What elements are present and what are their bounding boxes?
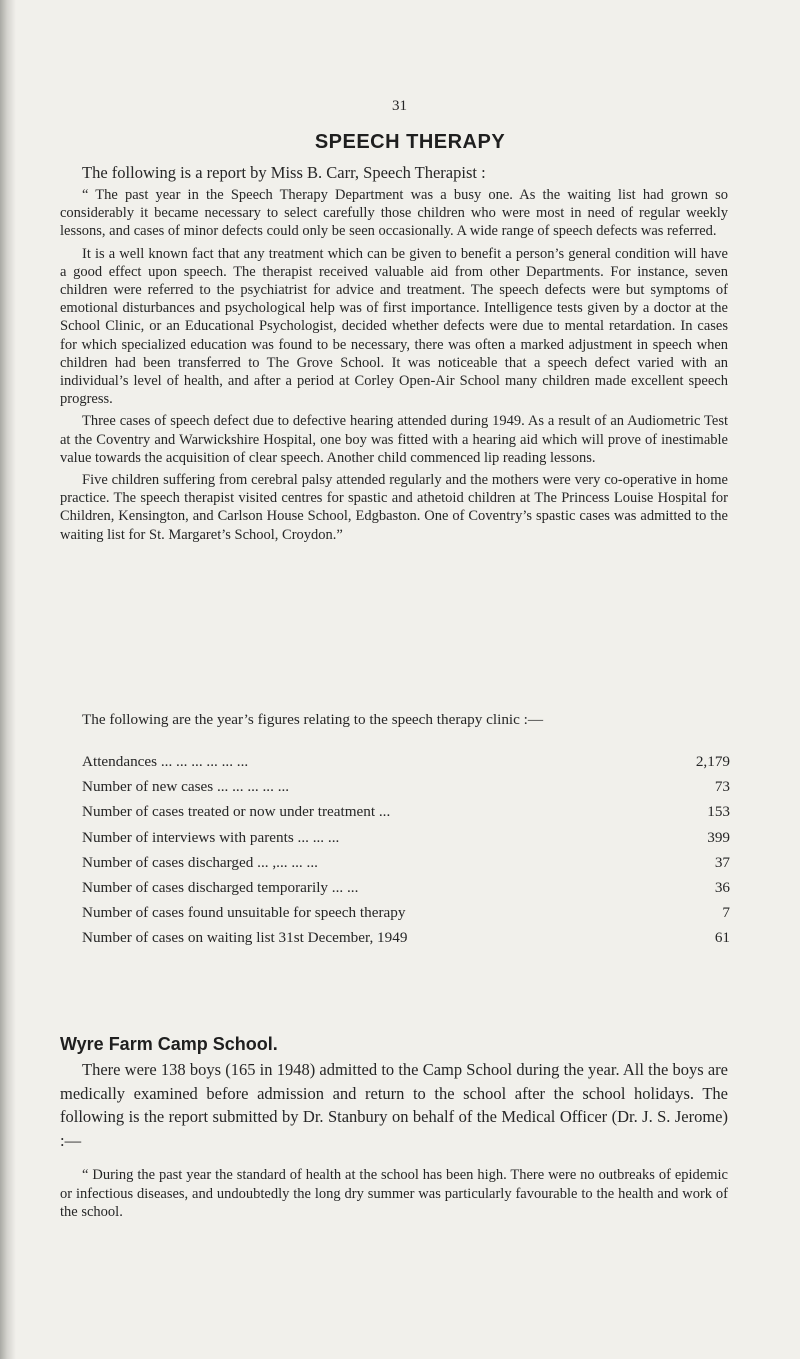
paragraph: Three cases of speech defect due to defective hearing attended during 1949. As a result of an Audiometric Test at the Coventry and Warwickshire Hospital, one boy was fitted with a hearing aid which will prove of inestimable value towards the acquisition of clear speech. Another child commenced lip reading lessons. [60, 413, 728, 466]
page-edge-shadow [0, 0, 16, 1359]
stat-value: 61 [714, 929, 730, 947]
stat-row [82, 803, 730, 828]
page-number: 31 [392, 98, 407, 114]
stat-row [82, 879, 730, 904]
stat-row [82, 753, 730, 778]
stat-label: Number of cases found unsuitable for speech therapy [82, 904, 406, 922]
intro-line: The following is a report by Miss B. Carr, Speech Therapist : [82, 163, 486, 182]
stat-value: 7 [722, 904, 730, 922]
stat-label: Number of cases discharged temporarily ... ... [82, 878, 359, 896]
stat-row [82, 929, 730, 954]
stat-row [82, 829, 730, 854]
camp-school-paragraph: There were 138 boys (165 in 1948) admitted to the Camp School during the year. All the boys are medically examined before admission and return to the school after the school holidays. The following is the report submitted by Dr. Stanbury on behalf of the Medical Officer (Dr. J. S. Jerome) :— [60, 1060, 728, 1150]
stats-intro: The following are the year’s figures relating to the speech therapy clinic :— [82, 711, 544, 728]
stat-row [82, 854, 730, 879]
stat-value: 37 [714, 853, 730, 871]
stat-label: Number of cases on waiting list 31st December, 1949 [82, 929, 408, 947]
paragraph: It is a well known fact that any treatment which can be given to benefit a person’s general condition will have a good effect upon speech. The therapist received valuable aid from other Departments. For instance, seven children were referred to the psychiatrist for advice and treatment. The speech defects were but symptoms of emotional disturbances and psychological help was of first importance. Intelligence tests given by a doctor at the School Clinic, or an Educational Psychologist, decided whether defects were due to mental retardation. In cases for which specialized education was found to be necessary, there was often a marked adjustment in speech when children had been transferred to The Grove School. It was noticeable that a speech defect varied with an individual’s level of health, and after a period at Corley Open-Air School many children made excellent speech progress. [60, 245, 728, 408]
stat-label: Number of cases treated or now under treatment ... [82, 803, 391, 821]
stat-row [82, 904, 730, 929]
section-title: SPEECH THERAPY [314, 131, 506, 153]
stat-label: Number of interviews with parents ... ... ... [82, 828, 340, 846]
report-body [60, 186, 728, 548]
paragraph: Five children suffering from cerebral palsy attended regularly and the mothers were very co-operative in home practice. The speech therapist visited centres for spastic and athetoid children at The Princess Louise Hospital for Children, Kensington, and Carlson House School, Edgbaston. One of Coventry’s spastic cases was admitted to the waiting list for St. Margaret’s School, Croydon.” [60, 472, 728, 543]
stat-row [82, 778, 730, 803]
stat-value: 399 [707, 828, 730, 846]
paragraph: “ The past year in the Speech Therapy Department was a busy one. As the waiting list had grown so considerably it became necessary to select carefully those children who were most in need of regular weekly lessons, and cases of minor defects could only be seen occasionally. A wide range of speech defects was referred. [60, 187, 728, 240]
stat-value: 153 [707, 803, 730, 821]
camp-school-report: “ During the past year the standard of health at the school has been high. There were no outbreaks of epidemic or infectious diseases, and undoubtedly the long dry summer was particularly favourable to the health and work of the school. [60, 1167, 728, 1220]
stat-value: 2,179 [695, 753, 730, 770]
stat-label: Number of cases discharged ... ,... ... ... [82, 853, 318, 871]
stat-label: Attendances ... ... ... ... ... ... [82, 753, 249, 770]
stat-value: 36 [714, 878, 730, 896]
stat-value: 73 [714, 778, 730, 796]
camp-school-title: Wyre Farm Camp School. [60, 1034, 278, 1054]
clinic-figures-table [82, 753, 730, 955]
stat-label: Number of new cases ... ... ... ... ... [82, 778, 290, 796]
